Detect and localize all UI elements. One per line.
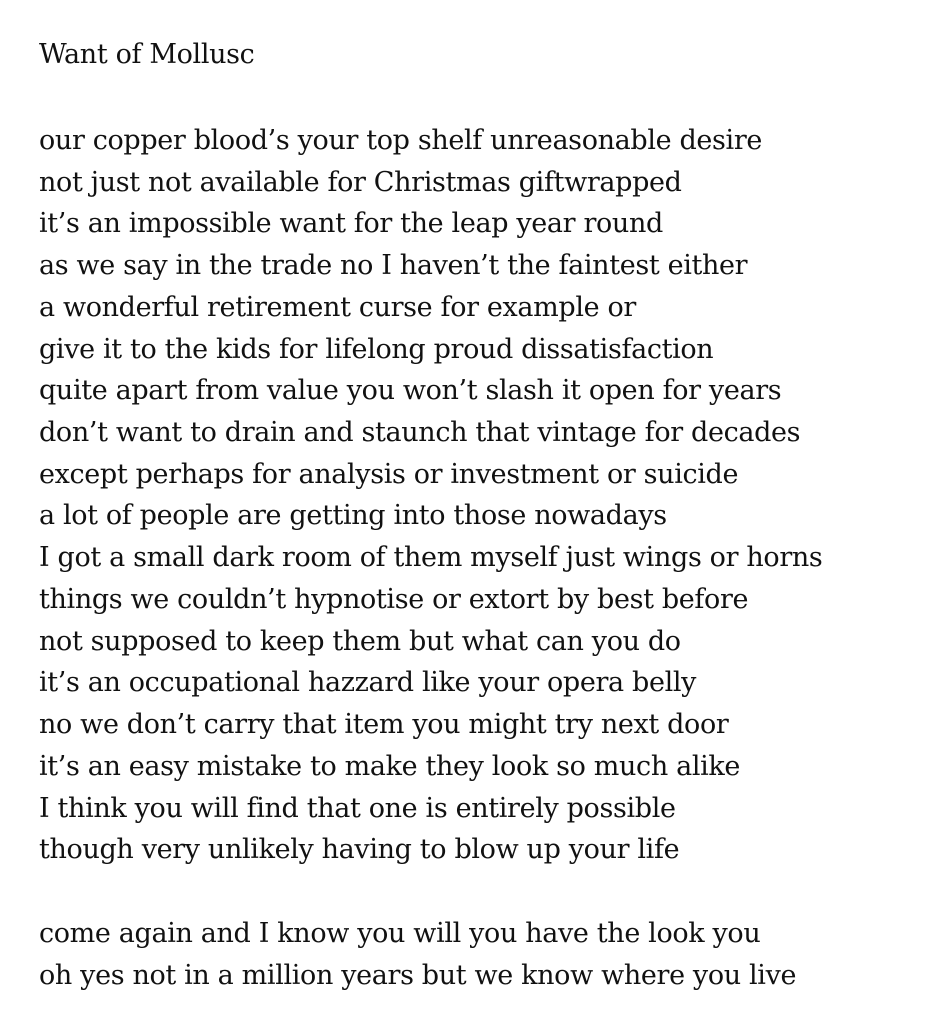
poem-line-2: not just not available for Christmas giftwrapped [39,166,682,198]
poem-line-6: give it to the kids for lifelong proud dissatisfaction [39,333,714,365]
poem-line-11: I got a small dark room of them myself just wings or horns [39,542,823,574]
poem-line-5: a wonderful retirement curse for example or [39,291,636,323]
poem-line-10: a lot of people are getting into those nowadays [39,500,667,532]
poem-line-16: it’s an easy mistake to make they look so much alike [39,750,741,782]
poem-line-3: it’s an impossible want for the leap year round [39,208,663,240]
stanza-1 [39,120,822,871]
poem-line-1: our copper blood’s your top shelf unreasonable desire [39,125,763,156]
poem-line-20: oh yes not in a million years but we know where you live [39,959,797,991]
poem-line-17: I think you will find that one is entirely possible [39,792,676,824]
poem-line-9: except perhaps for analysis or investment or suicide [39,458,739,490]
poem-title: Want of Mollusc [39,39,255,70]
poem-line-12: things we couldn’t hypnotise or extort by best before [39,583,749,615]
poem-line-18: though very unlikely having to blow up your life [39,834,680,866]
poem-line-8: don’t want to drain and staunch that vintage for decades [39,417,801,449]
poem-line-7: quite apart from value you won’t slash it open for years [39,375,782,407]
poem-line-13: not supposed to keep them but what can you do [39,625,681,657]
stanza-2 [39,913,796,996]
poem-line-19: come again and I know you will you have the look you [39,918,761,949]
poem-line-14: it’s an occupational hazzard like your opera belly [39,667,697,699]
poem-line-15: no we don’t carry that item you might try next door [39,709,729,741]
poem-line-4: as we say in the trade no I haven’t the faintest either [39,250,748,282]
